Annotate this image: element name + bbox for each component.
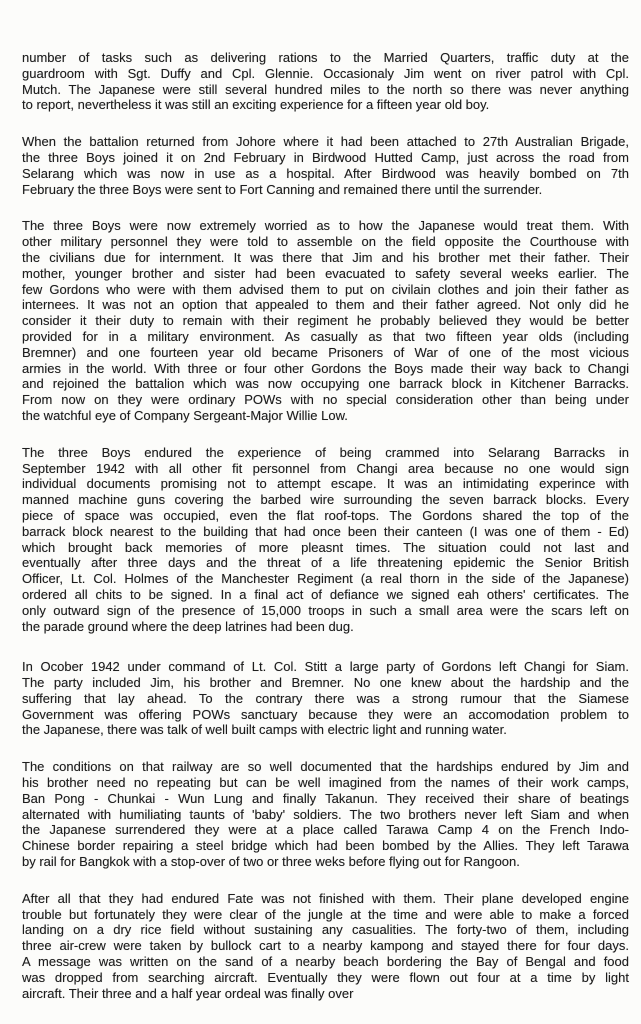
- text-line: few Gordons who were with them advised them to put on civilain clothes and join their father as: [22, 281, 629, 297]
- text-line: to report, nevertheless it was still an exciting experience for a fifteen year old boy.: [22, 97, 490, 113]
- text-line: After all that they had endured Fate was not finished with them. Their plane developed engine: [22, 890, 629, 906]
- text-line: The conditions on that railway are so well documented that the hardships endured by Jim and: [22, 759, 629, 775]
- text-line: his brother need no repeating but can be well imagined from the names of their work camps,: [22, 775, 629, 791]
- text-line: The three Boys endured the experience of being crammed into Selarang Barracks in: [22, 444, 629, 460]
- text-line: suffering that lay ahead. To the contrary there was a strong rumour that the Siamese: [22, 690, 629, 706]
- text-line: individual documents promising not to attempt escape. It was an intimidating experince with: [22, 476, 629, 492]
- text-line: the parade ground where the deep latrines had been dug.: [22, 618, 354, 634]
- text-line: Ban Pong - Chunkai - Wun Lung and finally Takanun. They received their share of beatings: [22, 790, 629, 806]
- text-line: In Ocober 1942 under command of Lt. Col. Stitt a large party of Gordons left Changi for Siam.: [22, 659, 629, 675]
- text-line: September 1942 with all other fit personnel from Changi area because no one would sign: [22, 460, 629, 476]
- text-line: From now on they were ordinary POWs with no special consideration other than being under: [22, 392, 629, 408]
- paragraph-3: [22, 218, 629, 423]
- paragraph-6: [22, 759, 629, 870]
- text-line: Selarang which was now in use as a hospital. After Birdwood was heavily bombed on 7th: [22, 165, 629, 181]
- text-line: which brought back memories of more pleasnt times. The situation could not last and: [22, 539, 629, 555]
- text-line: Chinese border repairing a steel bridge which had been bombed by the Allies. They left Tarawa: [22, 838, 629, 854]
- text-line: When the battalion returned from Johore where it had been attached to 27th Australian Brigade,: [22, 134, 629, 150]
- text-line: three air-crew were taken by bullock cart to a nearby kampong and stayed there for four days.: [22, 938, 629, 954]
- text-line: Mutch. The Japanese were still several hundred miles to the north so there was never anything: [22, 81, 629, 97]
- text-line: ordered all chits to be signed. In a final act of defiance we signed eah others' certificates. The: [22, 586, 629, 602]
- text-line: Officer, Lt. Col. Holmes of the Manchester Regiment (a real thorn in the side of the Japanese): [22, 571, 629, 587]
- text-line: guardroom with Sgt. Duffy and Cpl. Glennie. Occasionaly Jim went on river patrol with Cpl.: [22, 65, 629, 81]
- text-line: by rail for Bangkok with a stop-over of two or three weks before flying out for Rangoon.: [22, 854, 520, 870]
- document-text-body: [22, 50, 629, 1022]
- text-line: only outward sign of the presence of 15,000 troops in such a small area were the scars left on: [22, 602, 629, 618]
- text-line: eventually after three days and the threat of a life threatening epidemic the Senior British: [22, 555, 629, 571]
- paragraph-1: [22, 50, 629, 113]
- text-line: the Japanese, there was talk of well built camps with electric light and running water.: [22, 722, 507, 738]
- text-line: the three Boys joined it on 2nd February in Birdwood Hutted Camp, just across the road from: [22, 149, 629, 165]
- text-line: and rejoined the battalion which was now occupying one barrack block in Kitchener Barracks.: [22, 376, 629, 392]
- text-line: landing on a dry rice field without sustaining any casualities. The forty-two of them, including: [22, 922, 629, 938]
- text-line: armies in the world. With three or four other Gordons the Boys made their way back to Changi: [22, 360, 629, 376]
- text-line: The party included Jim, his brother and Bremner. No one knew about the hardship and the: [22, 675, 629, 691]
- text-line: internees. It was not an option that appealed to them and their father agreed. Not only did he: [22, 297, 629, 313]
- text-line: trouble but fortunately they were clear of the jungle at the time and were able to make a forced: [22, 906, 629, 922]
- text-line: Government was offering POWs sanctuary because they were an accomodation problem to: [22, 706, 629, 722]
- text-line: was dropped from searching aircraft. Eventually they were flown out four at a time by light: [22, 969, 629, 985]
- text-line: other military personnel they were told to assemble on the field opposite the Courthouse with: [22, 234, 629, 250]
- text-line: February the three Boys were sent to Fort Canning and remained there until the surrender.: [22, 181, 543, 197]
- text-line: alternated with humiliating taunts of 'baby' soldiers. The two brothers never left Siam and when: [22, 806, 629, 822]
- text-line: the civilians due for internment. It was there that Jim and his brother met their father. Their: [22, 249, 629, 265]
- text-line: The three Boys were now extremely worried as to how the Japanese would treat them. With: [22, 218, 629, 234]
- paragraph-5: [22, 659, 629, 738]
- text-line: manned machine guns covering the barbed wire surrounding the seven barrack blocks. Every: [22, 492, 629, 508]
- paragraph-2: [22, 134, 629, 197]
- text-line: the Japanese surrendered they were at a place called Tarawa Camp 4 on the French Indo-: [22, 822, 629, 838]
- text-line: mother, younger brother and sister had been evacuated to safety several weeks earlier. The: [22, 265, 629, 281]
- text-line: barrack block nearest to the building that had once been their canteen (I was one of them - Ed): [22, 523, 629, 539]
- paragraph-7: [22, 891, 629, 1002]
- paragraph-4: [22, 445, 629, 635]
- text-line: piece of space was occupied, even the flat roof-tops. The Gordons shared the top of the: [22, 507, 629, 523]
- text-line: A message was written on the sand of a nearby beach bordering the Bay of Bengal and food: [22, 954, 629, 970]
- text-line: Bremner) and one fourteen year old became Prisoners of War of one of the most vicious: [22, 344, 629, 360]
- text-line: number of tasks such as delivering rations to the Married Quarters, traffic duty at the: [22, 50, 629, 65]
- text-line: provided for in a military environment. As casually as that two fifteen year olds (including: [22, 328, 629, 344]
- text-line: consider it their duty to remain with their regiment he probably believed they would be better: [22, 313, 629, 329]
- text-line: aircraft. Their three and a half year ordeal was finally over: [22, 985, 354, 1001]
- text-line: the watchful eye of Company Sergeant-Major Willie Low.: [22, 407, 348, 423]
